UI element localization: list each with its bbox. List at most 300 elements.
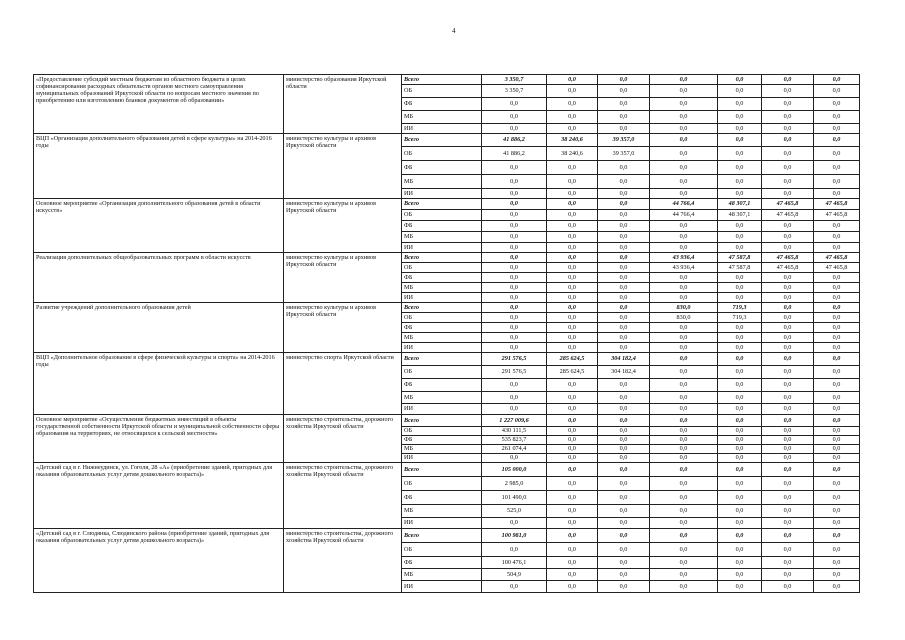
amount-cell: 0,0 xyxy=(650,75,718,85)
amount-cell: 0,0 xyxy=(814,491,860,505)
funding-source: ФБ xyxy=(402,273,482,283)
amount-cell: 0,0 xyxy=(650,379,718,392)
amount-cell: 0,0 xyxy=(547,161,598,175)
amount-cell: 100 981,0 xyxy=(482,529,547,543)
amount-cell: 0,0 xyxy=(814,111,860,124)
amount-cell: 0,0 xyxy=(482,313,547,323)
amount-cell: 0,0 xyxy=(718,124,762,134)
amount-cell: 0,0 xyxy=(547,343,598,353)
funding-source: ИИ xyxy=(402,243,482,253)
funding-source: ОБ xyxy=(402,85,482,98)
amount-cell: 0,0 xyxy=(762,147,814,161)
funding-source: Всего xyxy=(402,75,482,85)
amount-cell: 43 936,4 xyxy=(650,263,718,273)
amount-cell: 0,0 xyxy=(650,569,718,581)
amount-cell: 830,0 xyxy=(650,303,718,313)
amount-cell: 0,0 xyxy=(482,392,547,404)
funding-source: ОБ xyxy=(402,543,482,557)
amount-cell: 0,0 xyxy=(718,85,762,98)
amount-cell: 0,0 xyxy=(547,445,598,454)
amount-cell: 0,0 xyxy=(814,189,860,199)
amount-cell: 0,0 xyxy=(547,75,598,85)
amount-cell: 0,0 xyxy=(598,529,650,543)
amount-cell: 2 985,0 xyxy=(482,477,547,491)
amount-cell: 719,3 xyxy=(718,313,762,323)
amount-cell: 0,0 xyxy=(718,436,762,445)
amount-cell: 0,0 xyxy=(650,404,718,415)
amount-cell: 0,0 xyxy=(762,581,814,593)
amount-cell: 0,0 xyxy=(598,75,650,85)
amount-cell: 0,0 xyxy=(718,379,762,392)
table-row xyxy=(34,199,860,210)
amount-cell: 0,0 xyxy=(598,543,650,557)
amount-cell: 43 936,4 xyxy=(650,253,718,263)
amount-cell: 3 350,7 xyxy=(482,75,547,85)
amount-cell: 0,0 xyxy=(814,303,860,313)
amount-cell: 0,0 xyxy=(718,518,762,529)
amount-cell: 0,0 xyxy=(650,445,718,454)
amount-cell: 0,0 xyxy=(482,221,547,232)
amount-cell: 0,0 xyxy=(547,293,598,303)
responsible-executor: министерство культуры и архивов Иркутской области xyxy=(284,303,402,353)
amount-cell: 0,0 xyxy=(762,366,814,379)
amount-cell: 101 490,0 xyxy=(482,491,547,505)
amount-cell: 0,0 xyxy=(650,221,718,232)
amount-cell: 0,0 xyxy=(482,379,547,392)
amount-cell: 0,0 xyxy=(598,518,650,529)
amount-cell: 0,0 xyxy=(650,366,718,379)
funding-source: ОБ xyxy=(402,147,482,161)
amount-cell: 47 465,8 xyxy=(814,253,860,263)
amount-cell: 0,0 xyxy=(482,293,547,303)
amount-cell: 0,0 xyxy=(718,293,762,303)
amount-cell: 0,0 xyxy=(650,333,718,343)
amount-cell: 0,0 xyxy=(547,436,598,445)
funding-source: ОБ xyxy=(402,263,482,273)
amount-cell: 47 587,8 xyxy=(718,253,762,263)
amount-cell: 0,0 xyxy=(650,232,718,243)
amount-cell: 0,0 xyxy=(547,303,598,313)
amount-cell: 0,0 xyxy=(650,147,718,161)
amount-cell: 0,0 xyxy=(598,161,650,175)
amount-cell: 0,0 xyxy=(482,161,547,175)
amount-cell: 0,0 xyxy=(482,253,547,263)
amount-cell: 291 576,5 xyxy=(482,353,547,366)
funding-source: МБ xyxy=(402,175,482,189)
responsible-executor: министерство строительства, дорожного хозяйства Иркутской области xyxy=(284,463,402,529)
amount-cell: 0,0 xyxy=(718,161,762,175)
amount-cell: 48 307,1 xyxy=(718,199,762,210)
amount-cell: 0,0 xyxy=(814,243,860,253)
amount-cell: 0,0 xyxy=(718,333,762,343)
amount-cell: 0,0 xyxy=(718,404,762,415)
amount-cell: 0,0 xyxy=(598,232,650,243)
amount-cell: 0,0 xyxy=(762,283,814,293)
amount-cell: 0,0 xyxy=(650,323,718,333)
amount-cell: 0,0 xyxy=(762,491,814,505)
amount-cell: 0,0 xyxy=(814,293,860,303)
amount-cell: 0,0 xyxy=(762,161,814,175)
amount-cell: 47 465,8 xyxy=(814,199,860,210)
amount-cell: 0,0 xyxy=(547,477,598,491)
amount-cell: 0,0 xyxy=(598,491,650,505)
amount-cell: 0,0 xyxy=(718,427,762,436)
amount-cell: 0,0 xyxy=(814,415,860,427)
amount-cell: 0,0 xyxy=(718,445,762,454)
amount-cell: 0,0 xyxy=(482,189,547,199)
amount-cell: 0,0 xyxy=(814,232,860,243)
amount-cell: 0,0 xyxy=(814,323,860,333)
funding-source: ИИ xyxy=(402,293,482,303)
amount-cell: 0,0 xyxy=(762,415,814,427)
amount-cell: 0,0 xyxy=(482,454,547,463)
amount-cell: 0,0 xyxy=(547,569,598,581)
amount-cell: 0,0 xyxy=(598,323,650,333)
amount-cell: 535 823,7 xyxy=(482,436,547,445)
amount-cell: 0,0 xyxy=(762,134,814,147)
amount-cell: 0,0 xyxy=(718,243,762,253)
funding-source: Всего xyxy=(402,134,482,147)
amount-cell: 0,0 xyxy=(762,232,814,243)
responsible-executor: министерство культуры и архивов Иркутской области xyxy=(284,134,402,199)
amount-cell: 0,0 xyxy=(598,243,650,253)
amount-cell: 0,0 xyxy=(598,303,650,313)
funding-source: ОБ xyxy=(402,427,482,436)
amount-cell: 0,0 xyxy=(547,111,598,124)
funding-source: ФБ xyxy=(402,98,482,111)
funding-source: ФБ xyxy=(402,557,482,569)
amount-cell: 0,0 xyxy=(762,543,814,557)
funding-source: МБ xyxy=(402,445,482,454)
amount-cell: 0,0 xyxy=(650,427,718,436)
funding-source: ФБ xyxy=(402,436,482,445)
responsible-executor: министерство культуры и архивов Иркутской области xyxy=(284,199,402,253)
funding-source: Всего xyxy=(402,463,482,477)
measure-name: ВЦП «Дополнительное образование в сфере физической культуры и спорта» на 2014-2016 годы xyxy=(34,353,284,415)
amount-cell: 0,0 xyxy=(718,491,762,505)
amount-cell: 830,0 xyxy=(650,313,718,323)
amount-cell: 0,0 xyxy=(762,518,814,529)
amount-cell: 0,0 xyxy=(718,415,762,427)
amount-cell: 0,0 xyxy=(598,505,650,518)
amount-cell: 0,0 xyxy=(718,392,762,404)
funding-source: ФБ xyxy=(402,491,482,505)
amount-cell: 0,0 xyxy=(598,415,650,427)
amount-cell: 0,0 xyxy=(814,505,860,518)
amount-cell: 504,9 xyxy=(482,569,547,581)
amount-cell: 0,0 xyxy=(547,543,598,557)
amount-cell: 0,0 xyxy=(598,175,650,189)
amount-cell: 0,0 xyxy=(814,98,860,111)
amount-cell: 0,0 xyxy=(650,283,718,293)
funding-source: ФБ xyxy=(402,221,482,232)
amount-cell: 0,0 xyxy=(598,333,650,343)
amount-cell: 0,0 xyxy=(718,505,762,518)
amount-cell: 0,0 xyxy=(762,221,814,232)
amount-cell: 0,0 xyxy=(762,392,814,404)
amount-cell: 0,0 xyxy=(650,189,718,199)
amount-cell: 38 240,6 xyxy=(547,147,598,161)
amount-cell: 0,0 xyxy=(547,210,598,221)
amount-cell: 0,0 xyxy=(718,175,762,189)
amount-cell: 100 476,1 xyxy=(482,557,547,569)
amount-cell: 0,0 xyxy=(482,232,547,243)
amount-cell: 0,0 xyxy=(547,273,598,283)
measure-name: Развитие учреждений дополнительного образования детей xyxy=(34,303,284,353)
amount-cell: 0,0 xyxy=(762,85,814,98)
amount-cell: 0,0 xyxy=(762,445,814,454)
amount-cell: 0,0 xyxy=(547,404,598,415)
amount-cell: 0,0 xyxy=(482,543,547,557)
amount-cell: 0,0 xyxy=(598,557,650,569)
amount-cell: 0,0 xyxy=(650,111,718,124)
amount-cell: 41 886,2 xyxy=(482,147,547,161)
amount-cell: 0,0 xyxy=(814,283,860,293)
funding-source: ОБ xyxy=(402,477,482,491)
amount-cell: 0,0 xyxy=(598,293,650,303)
amount-cell: 0,0 xyxy=(814,124,860,134)
amount-cell: 0,0 xyxy=(547,189,598,199)
budget-table xyxy=(33,74,860,593)
amount-cell: 0,0 xyxy=(547,232,598,243)
amount-cell: 0,0 xyxy=(814,343,860,353)
amount-cell: 0,0 xyxy=(598,221,650,232)
table-row xyxy=(34,529,860,543)
amount-cell: 47 465,8 xyxy=(762,199,814,210)
amount-cell: 0,0 xyxy=(814,445,860,454)
amount-cell: 41 886,2 xyxy=(482,134,547,147)
amount-cell: 0,0 xyxy=(762,404,814,415)
amount-cell: 0,0 xyxy=(547,323,598,333)
amount-cell: 39 357,0 xyxy=(598,134,650,147)
table-row xyxy=(34,415,860,427)
amount-cell: 47 465,8 xyxy=(814,263,860,273)
amount-cell: 0,0 xyxy=(718,273,762,283)
amount-cell: 0,0 xyxy=(598,404,650,415)
amount-cell: 0,0 xyxy=(650,134,718,147)
amount-cell: 0,0 xyxy=(762,111,814,124)
amount-cell: 0,0 xyxy=(718,111,762,124)
amount-cell: 0,0 xyxy=(598,379,650,392)
amount-cell: 0,0 xyxy=(598,263,650,273)
table-row xyxy=(34,463,860,477)
amount-cell: 0,0 xyxy=(482,98,547,111)
measure-name: Основное мероприятие «Организация дополнительного образования детей в области искусств» xyxy=(34,199,284,253)
amount-cell: 0,0 xyxy=(482,111,547,124)
amount-cell: 0,0 xyxy=(650,343,718,353)
funding-source: Всего xyxy=(402,199,482,210)
amount-cell: 0,0 xyxy=(547,557,598,569)
amount-cell: 0,0 xyxy=(547,263,598,273)
amount-cell: 0,0 xyxy=(650,518,718,529)
amount-cell: 0,0 xyxy=(482,323,547,333)
amount-cell: 0,0 xyxy=(650,505,718,518)
amount-cell: 0,0 xyxy=(547,427,598,436)
amount-cell: 0,0 xyxy=(482,124,547,134)
amount-cell: 0,0 xyxy=(547,243,598,253)
funding-source: Всего xyxy=(402,253,482,263)
amount-cell: 0,0 xyxy=(814,379,860,392)
amount-cell: 0,0 xyxy=(598,199,650,210)
amount-cell: 0,0 xyxy=(718,232,762,243)
amount-cell: 0,0 xyxy=(482,273,547,283)
amount-cell: 0,0 xyxy=(814,529,860,543)
amount-cell: 0,0 xyxy=(814,273,860,283)
amount-cell: 0,0 xyxy=(482,199,547,210)
amount-cell: 0,0 xyxy=(718,353,762,366)
amount-cell: 304 182,4 xyxy=(598,353,650,366)
amount-cell: 0,0 xyxy=(598,189,650,199)
amount-cell: 0,0 xyxy=(814,313,860,323)
amount-cell: 0,0 xyxy=(718,189,762,199)
amount-cell: 48 307,1 xyxy=(718,210,762,221)
amount-cell: 0,0 xyxy=(547,283,598,293)
amount-cell: 0,0 xyxy=(718,529,762,543)
amount-cell: 0,0 xyxy=(718,463,762,477)
amount-cell: 0,0 xyxy=(762,477,814,491)
measure-name: «Детский сад в г. Нижнеудинск, ул. Гоголя, 28 «А» (приобретение зданий, пригодных для оказания образовательных услуг детям дошкольного возраста)» xyxy=(34,463,284,529)
amount-cell: 0,0 xyxy=(598,569,650,581)
amount-cell: 0,0 xyxy=(762,303,814,313)
funding-source: ИИ xyxy=(402,343,482,353)
amount-cell: 0,0 xyxy=(598,253,650,263)
amount-cell: 0,0 xyxy=(762,293,814,303)
amount-cell: 0,0 xyxy=(650,543,718,557)
amount-cell: 0,0 xyxy=(814,134,860,147)
amount-cell: 44 766,4 xyxy=(650,199,718,210)
amount-cell: 0,0 xyxy=(718,147,762,161)
amount-cell: 0,0 xyxy=(598,454,650,463)
amount-cell: 0,0 xyxy=(718,477,762,491)
funding-source: Всего xyxy=(402,303,482,313)
responsible-executor: министерство культуры и архивов Иркутской области xyxy=(284,253,402,303)
amount-cell: 0,0 xyxy=(718,581,762,593)
amount-cell: 0,0 xyxy=(547,253,598,263)
table-row xyxy=(34,353,860,366)
amount-cell: 0,0 xyxy=(718,557,762,569)
amount-cell: 0,0 xyxy=(547,175,598,189)
amount-cell: 47 465,8 xyxy=(762,253,814,263)
amount-cell: 0,0 xyxy=(598,210,650,221)
amount-cell: 0,0 xyxy=(547,529,598,543)
amount-cell: 1 227 009,6 xyxy=(482,415,547,427)
amount-cell: 0,0 xyxy=(762,463,814,477)
amount-cell: 0,0 xyxy=(718,323,762,333)
amount-cell: 0,0 xyxy=(814,175,860,189)
amount-cell: 0,0 xyxy=(598,436,650,445)
amount-cell: 0,0 xyxy=(650,581,718,593)
amount-cell: 291 576,5 xyxy=(482,366,547,379)
amount-cell: 0,0 xyxy=(762,313,814,323)
page-number: 4 xyxy=(452,27,456,35)
table-row xyxy=(34,75,860,85)
amount-cell: 0,0 xyxy=(547,415,598,427)
amount-cell: 0,0 xyxy=(814,557,860,569)
amount-cell: 0,0 xyxy=(598,392,650,404)
amount-cell: 0,0 xyxy=(650,415,718,427)
amount-cell: 0,0 xyxy=(650,491,718,505)
amount-cell: 0,0 xyxy=(814,436,860,445)
amount-cell: 0,0 xyxy=(598,477,650,491)
amount-cell: 0,0 xyxy=(482,518,547,529)
amount-cell: 0,0 xyxy=(762,569,814,581)
amount-cell: 0,0 xyxy=(650,98,718,111)
amount-cell: 0,0 xyxy=(482,175,547,189)
amount-cell: 285 624,5 xyxy=(547,366,598,379)
amount-cell: 47 465,8 xyxy=(814,210,860,221)
amount-cell: 0,0 xyxy=(814,518,860,529)
amount-cell: 0,0 xyxy=(547,85,598,98)
amount-cell: 0,0 xyxy=(547,463,598,477)
amount-cell: 0,0 xyxy=(762,323,814,333)
amount-cell: 0,0 xyxy=(650,463,718,477)
amount-cell: 0,0 xyxy=(547,491,598,505)
amount-cell: 47 587,8 xyxy=(718,263,762,273)
funding-source: МБ xyxy=(402,333,482,343)
amount-cell: 0,0 xyxy=(547,518,598,529)
funding-source: ФБ xyxy=(402,161,482,175)
amount-cell: 0,0 xyxy=(650,124,718,134)
amount-cell: 0,0 xyxy=(482,243,547,253)
amount-cell: 0,0 xyxy=(598,85,650,98)
amount-cell: 0,0 xyxy=(547,454,598,463)
amount-cell: 0,0 xyxy=(814,404,860,415)
amount-cell: 0,0 xyxy=(718,221,762,232)
amount-cell: 0,0 xyxy=(547,581,598,593)
amount-cell: 0,0 xyxy=(762,75,814,85)
amount-cell: 261 074,4 xyxy=(482,445,547,454)
funding-source: ИИ xyxy=(402,189,482,199)
funding-source: ИИ xyxy=(402,454,482,463)
amount-cell: 0,0 xyxy=(814,463,860,477)
amount-cell: 285 624,5 xyxy=(547,353,598,366)
amount-cell: 0,0 xyxy=(814,477,860,491)
amount-cell: 0,0 xyxy=(718,283,762,293)
amount-cell: 0,0 xyxy=(598,98,650,111)
amount-cell: 0,0 xyxy=(718,543,762,557)
amount-cell: 0,0 xyxy=(598,581,650,593)
funding-source: ИИ xyxy=(402,581,482,593)
amount-cell: 47 465,8 xyxy=(762,210,814,221)
amount-cell: 0,0 xyxy=(598,463,650,477)
amount-cell: 0,0 xyxy=(547,392,598,404)
amount-cell: 0,0 xyxy=(814,333,860,343)
amount-cell: 0,0 xyxy=(482,404,547,415)
amount-cell: 430 111,5 xyxy=(482,427,547,436)
amount-cell: 0,0 xyxy=(650,392,718,404)
amount-cell: 0,0 xyxy=(598,343,650,353)
amount-cell: 0,0 xyxy=(650,273,718,283)
amount-cell: 0,0 xyxy=(547,124,598,134)
amount-cell: 0,0 xyxy=(718,343,762,353)
amount-cell: 0,0 xyxy=(598,273,650,283)
amount-cell: 0,0 xyxy=(762,557,814,569)
amount-cell: 105 000,0 xyxy=(482,463,547,477)
funding-source: ФБ xyxy=(402,323,482,333)
amount-cell: 0,0 xyxy=(762,189,814,199)
amount-cell: 0,0 xyxy=(814,147,860,161)
amount-cell: 0,0 xyxy=(814,366,860,379)
amount-cell: 0,0 xyxy=(762,273,814,283)
amount-cell: 0,0 xyxy=(547,98,598,111)
amount-cell: 0,0 xyxy=(598,445,650,454)
funding-source: ИИ xyxy=(402,124,482,134)
amount-cell: 0,0 xyxy=(814,427,860,436)
funding-source: МБ xyxy=(402,232,482,243)
amount-cell: 0,0 xyxy=(482,581,547,593)
amount-cell: 0,0 xyxy=(547,379,598,392)
amount-cell: 0,0 xyxy=(482,263,547,273)
